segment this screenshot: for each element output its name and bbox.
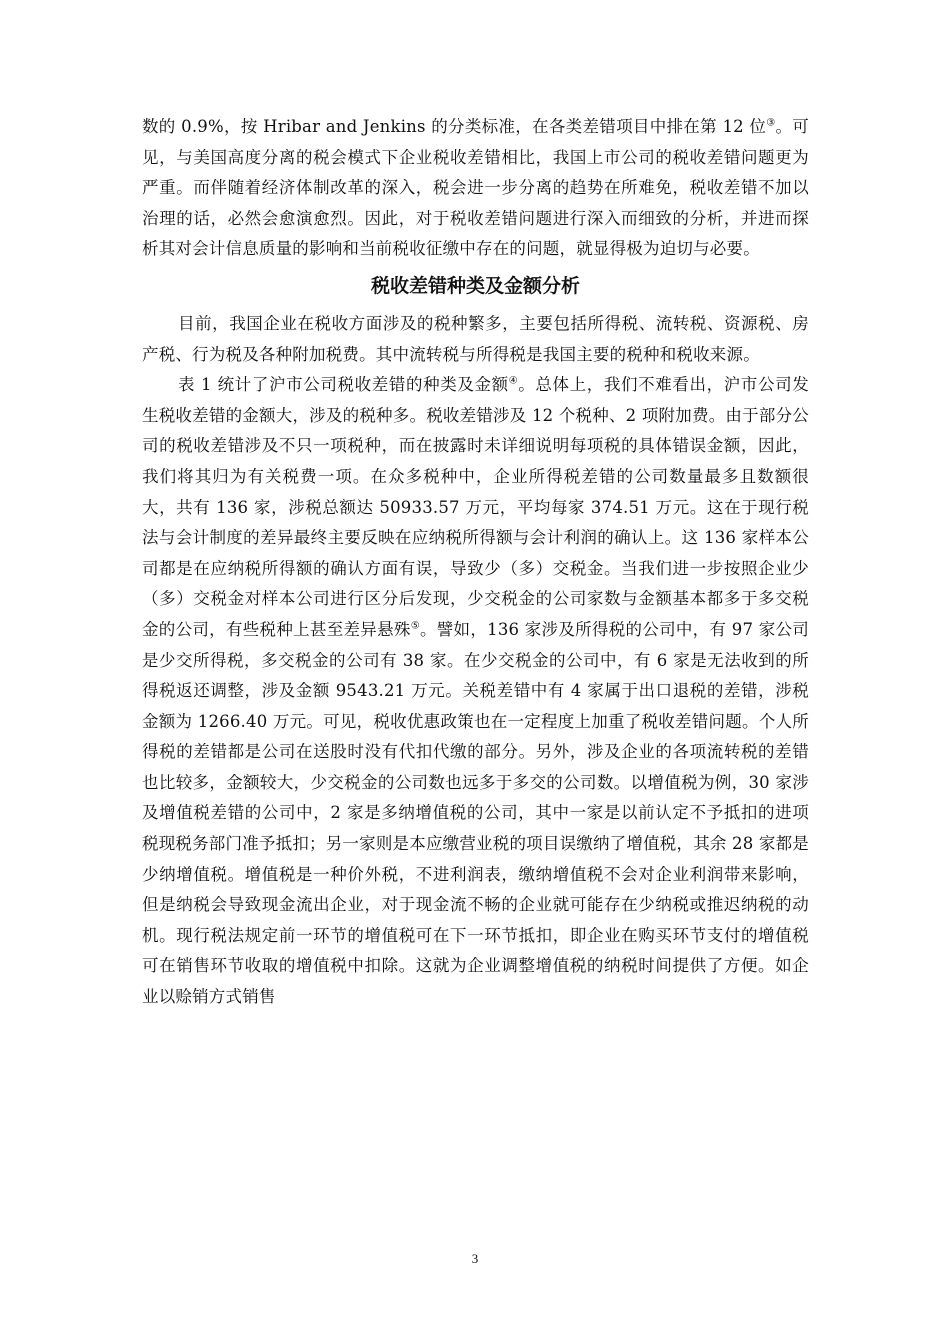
document-page [142,112,809,1013]
section-heading: 税收差错种类及金额分析 [370,274,580,297]
paragraph-table-analysis-b: 。总体上，我们不难看出，沪市公司发生税收差错的金额大，涉及的税种多。税收差错涉及 12 个税种、2 项附加费。由于部分公司的税收差错涉及不只一项税种，而在披露时未详细说明每项税的具体错误金额，因此，我们将其归为有关税费一项。在众多税种中，企业所得税差错的公司数量最多且数额很大，共有 136 家，涉税总额达 50933.57 万元，平均每家 374.51 万元。这在于现行税法与会计制度的差异最终主要反映在应纳税所得额与会计利润的确认上。这 136 家样本公司都是在应纳税所得额的确认方面有误，导致少（多）交税金。当我们进一步按照企业少（多）交税金对样本公司进行区分后发现，少交税金的公司家数与金额基本都多于多交税金的公司，有些税种上甚至差异悬殊 [142,375,810,639]
paragraph-tax-types: 目前，我国企业在税收方面涉及的税种繁多，主要包括所得税、流转税、资源税、房产税、行为税及各种附加税费。其中流转税与所得税是我国主要的税种和税收来源。 [142,313,809,364]
paragraph-table-analysis-c: 。譬如，136 家涉及所得税的公司中，有 97 家公司是少交所得税，多交税金的公司有 38 家。在少交税金的公司中，有 6 家是无法收到的所得税返还调整，涉及金额 9543.21 万元。关税差错中有 4 家属于出口退税的差错，涉税金额为 1266.40 万元。可见，税收优惠政策也在一定程度上加重了税收差错问题。个人所得税的差错都是公司在送股时没有代扣代缴的部分。另外，涉及企业的各项流转税的差错也比较多，金额较大，少交税金的公司数也远多于多交的公司数。以增值税为例，30 家涉及增值税差错的公司中，2 家是多纳增值税的公司，其中一家是以前认定不予抵扣的进项税现税务部门准予抵扣；另一家则是本应缴营业税的项目误缴纳了增值税，其余 28 家都是少纳增值税。增值税是一种价外税，不进利润表，缴纳增值税不会对企业利润带来影响，但是纳税会导致现金流出企业，对于现金流不畅的企业就可能存在少纳税或推迟纳税的动机。现行税法规定前一环节的增值税可在下一环节抵扣，即企业在购买环节支付的增值税可在销售环节收取的增值税中扣除。这就为企业调整增值税的纳税时间提供了方便。如企业以赊销方式销售 [142,619,810,1007]
paragraph-intro [142,112,809,265]
paragraph-intro-rest: 。可见，与美国高度分离的税会模式下企业税收差错相比，我国上市公司的税收差错问题更为严重。而伴随着经济体制改革的深入，税会进一步分离的趋势在所难免，税收差错不加以治理的话，必然会愈演愈烈。因此，对于税收差错问题进行深入而细致的分析，并进而探析其对会计信息质量的影响和当前税收征缴中存在的问题，就显得极为迫切与必要。 [142,117,810,259]
footnote-ref-5[interactable]: ⑤ [410,620,420,632]
paragraph-intro-text: 数的 0.9%，按 Hribar and Jenkins 的分类标准，在各类差错项目中排在第 12 位 [142,117,767,136]
paragraph-table-analysis-a: 表 1 统计了沪市公司税收差错的种类及金额 [178,375,509,395]
page-number: 3 [471,1251,479,1266]
footnote-ref-3[interactable]: ③ [766,117,776,129]
paragraph-table-analysis [142,370,809,1012]
footnote-ref-4[interactable]: ④ [508,375,519,387]
